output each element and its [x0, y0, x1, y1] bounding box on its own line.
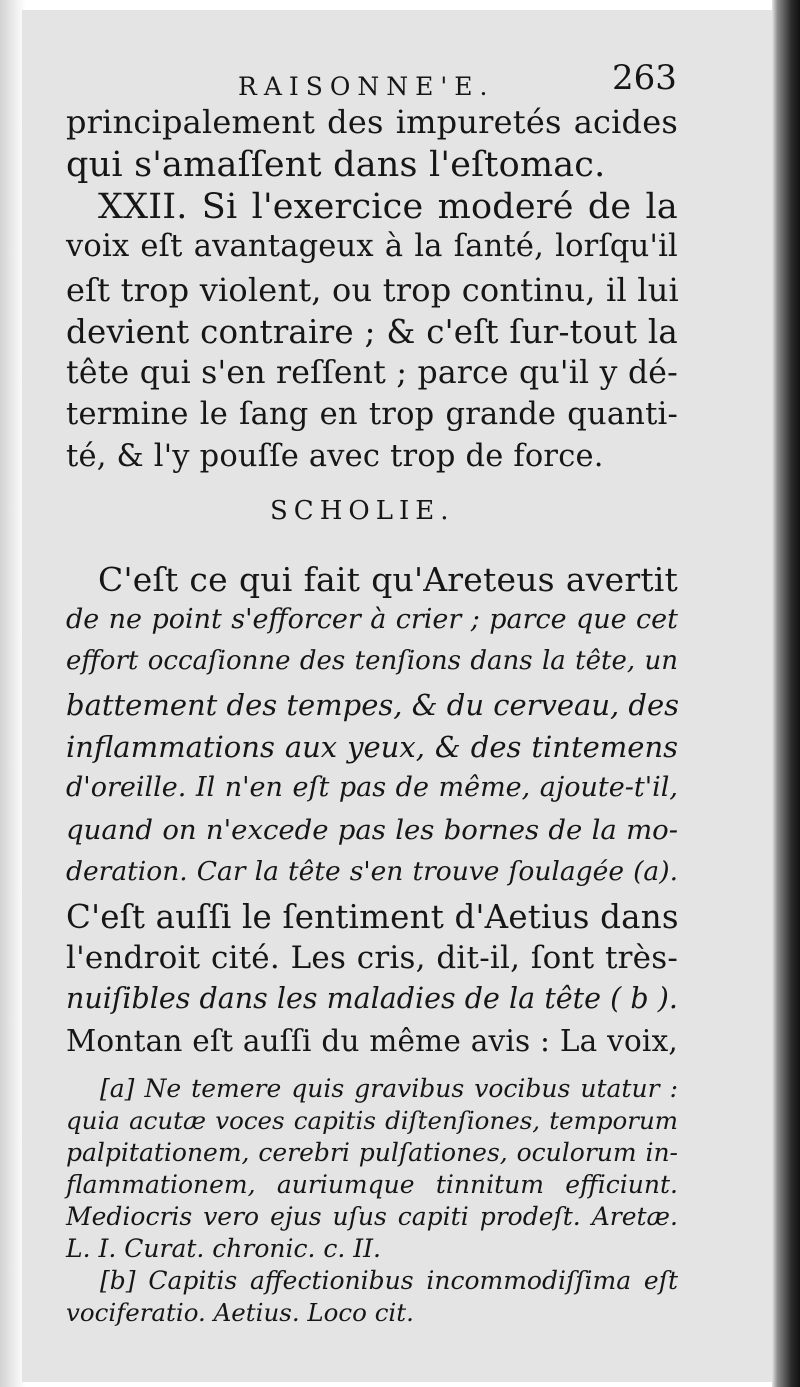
scholie-line: deration. Car la tête s'en trouve ſoulagée (a). — [66, 856, 678, 887]
footnote-line: [a] Ne temere quis gravibus vocibus utatur : — [100, 1074, 678, 1103]
footnote-line: vociferatio. Aetius. Loco cit. — [66, 1298, 414, 1327]
page-number: 263 — [612, 58, 677, 98]
footnote-line: [b] Capitis affectionibus incommodiſſima eſt — [100, 1266, 678, 1295]
scholie-line: battement des tempes, & du cerveau, des — [66, 688, 680, 722]
body-line: eſt trop violent, ou trop continu, il lui — [66, 271, 679, 309]
body-line: tête qui s'en reſſent ; parce qu'il y dé- — [66, 355, 678, 391]
scholie-line: quand on n'excede pas les bornes de la mo- — [66, 814, 678, 846]
footnote-line: quia acutæ voces capitis diſtenſiones, temporum — [66, 1106, 678, 1135]
scholie-line: C'eſt ce qui fait qu'Areteus avertit — [98, 560, 678, 599]
body-line: té, & l'y pouſſe avec trop de force. — [66, 439, 604, 474]
section-heading: SCHOLIE. — [270, 496, 455, 526]
scholie-line: l'endroit cité. Les cris, dit-il, ſont très- — [66, 940, 678, 976]
body-line: principalement des impuretés acides — [66, 103, 678, 141]
footnote-line: L. I. Curat. chronic. c. II. — [66, 1234, 381, 1263]
body-line: termine le ſang en trop grande quanti- — [66, 397, 678, 432]
body-line: devient contraire ; & c'eſt ſur-tout la — [66, 313, 678, 351]
footnote-line: flammationem, auriumque tinnitum efficiunt. — [66, 1170, 678, 1199]
body-line: XXII. Si l'exercice moderé de la — [98, 187, 678, 227]
scholie-line: d'oreille. Il n'en eſt pas de même, ajoute-t'il, — [66, 772, 678, 803]
scholie-line: C'eſt auſſi le ſentiment d'Aetius dans — [66, 898, 679, 936]
page-edge-shadow — [772, 0, 800, 1387]
scholie-line: nuiſibles dans les maladies de la tête ( b ). — [66, 982, 678, 1015]
footnote-line: Mediocris vero ejus uſus capiti prodeſt. Aretæ. — [66, 1202, 678, 1231]
running-title: RAISONNE'E. — [238, 72, 495, 101]
body-line: voix eſt avantageux à la ſanté, lorſqu'il — [66, 229, 678, 264]
scholie-line: effort occaſionne des tenſions dans la tête, un — [66, 646, 678, 676]
scholie-line: de ne point s'efforcer à crier ; parce que cet — [66, 604, 678, 635]
body-line: qui s'amaſſent dans l'eſtomac. — [66, 145, 606, 185]
scholie-line: Montan eſt auſſi du même avis : La voix, — [66, 1024, 678, 1058]
scholie-line: inflammations aux yeux, & des tintemens — [66, 730, 678, 764]
footnote-line: palpitationem, cerebri pulſationes, oculorum in- — [66, 1138, 678, 1167]
